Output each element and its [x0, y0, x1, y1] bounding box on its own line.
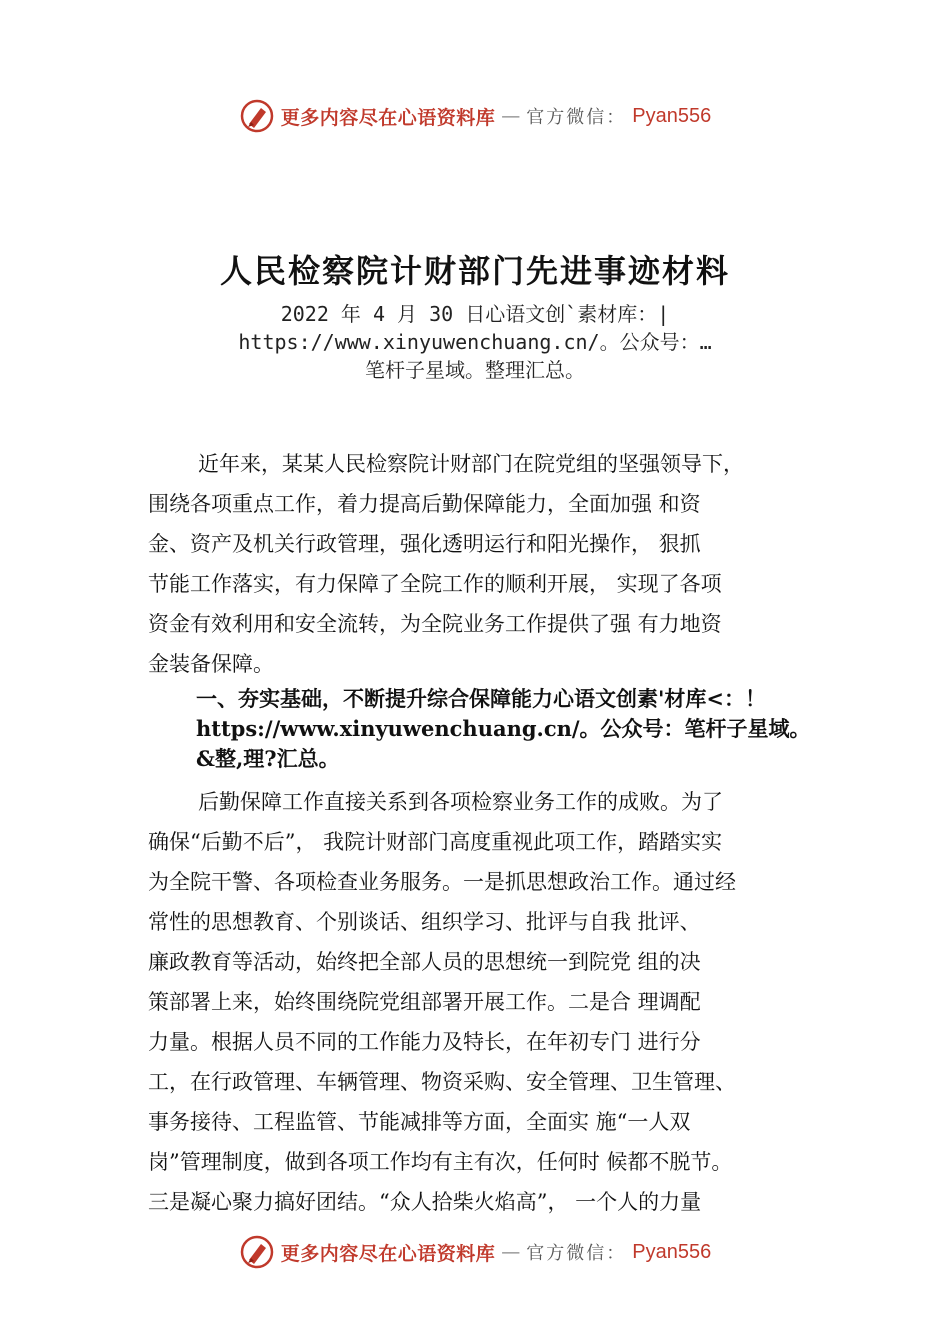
banner-dash: —	[501, 1241, 521, 1263]
heading-line: https://www.xinyuwenchuang.cn/。公众号：笔杆子星域。	[196, 716, 811, 741]
banner-dash: —	[501, 105, 521, 127]
paragraph-line: 金、资产及机关行政管理，强化透明运行和阳光操作， 狠抓	[148, 532, 701, 556]
paragraph-line: 事务接待、工程监管、节能减排等方面，全面实 施“一人双	[148, 1110, 691, 1134]
wechat-id: Pyan556	[632, 104, 712, 127]
wechat-label: 官方微信：	[526, 1243, 627, 1264]
paragraph-line: 金装备保障。	[148, 652, 274, 676]
pen-logo-icon	[239, 98, 275, 134]
paragraph-line: 为全院干警、各项检查业务服务。一是抓思想政治工作。通过经	[148, 870, 736, 894]
wechat-label: 官方微信：	[526, 107, 627, 128]
paragraph-line: 近年来，某某人民检察院计财部门在院党组的坚强领导下，	[198, 452, 744, 476]
heading-line: &整,理?汇总。	[196, 746, 340, 771]
brand-text: 更多内容尽在心语资料库	[280, 1242, 496, 1265]
paragraph-line: 三是凝心聚力搞好团结。“众人拾柴火焰高”， 一个人的力量	[148, 1190, 702, 1214]
paragraph-line: 常性的思想教育、个别谈话、组织学习、批评与自我 批评、	[148, 910, 701, 934]
paragraph-line: 资金有效利用和安全流转，为全院业务工作提供了强 有力地资	[148, 612, 722, 636]
pen-logo-icon	[239, 1234, 275, 1270]
document-meta	[150, 300, 800, 384]
document-title: 人民检察院计财部门先进事迹材料	[219, 252, 730, 290]
meta-line: https://www.xinyuwenchuang.cn/。公众号：…	[238, 330, 712, 354]
paragraph-line: 岗”管理制度，做到各项工作均有主有次，任何时 候都不脱节。	[148, 1150, 733, 1174]
paragraph-line: 围绕各项重点工作，着力提高后勤保障能力，全面加强 和资	[148, 492, 701, 516]
section-paragraph	[148, 782, 838, 1222]
brand-text: 更多内容尽在心语资料库	[280, 106, 496, 129]
meta-line: 笔杆子星域。整理汇总。	[365, 358, 585, 382]
paragraph-line: 力量。根据人员不同的工作能力及特长，在年初专门 进行分	[148, 1030, 701, 1054]
paragraph-line: 后勤保障工作直接关系到各项检察业务工作的成败。为了	[198, 790, 723, 814]
paragraph-line: 策部署上来，始终围绕院党组部署开展工作。二是合 理调配	[148, 990, 701, 1014]
meta-line: 2022 年 4 月 30 日心语文创`素材库：|	[280, 302, 670, 326]
paragraph-line: 廉政教育等活动，始终把全部人员的思想统一到院党 组的决	[148, 950, 701, 974]
intro-paragraph	[148, 444, 838, 684]
footer-banner	[0, 1232, 950, 1272]
header-banner	[0, 96, 950, 136]
paragraph-line: 节能工作落实，有力保障了全院工作的顺利开展， 实现了各项	[148, 572, 722, 596]
paragraph-line: 工，在行政管理、车辆管理、物资采购、安全管理、卫生管理、	[148, 1070, 736, 1094]
wechat-id: Pyan556	[632, 1240, 712, 1263]
section-heading	[196, 684, 856, 774]
heading-line: 一、夯实基础，不断提升综合保障能力心语文创素'材库<：！	[196, 686, 767, 711]
paragraph-line: 确保“后勤不后”， 我院计财部门高度重视此项工作，踏踏实实	[148, 830, 723, 854]
